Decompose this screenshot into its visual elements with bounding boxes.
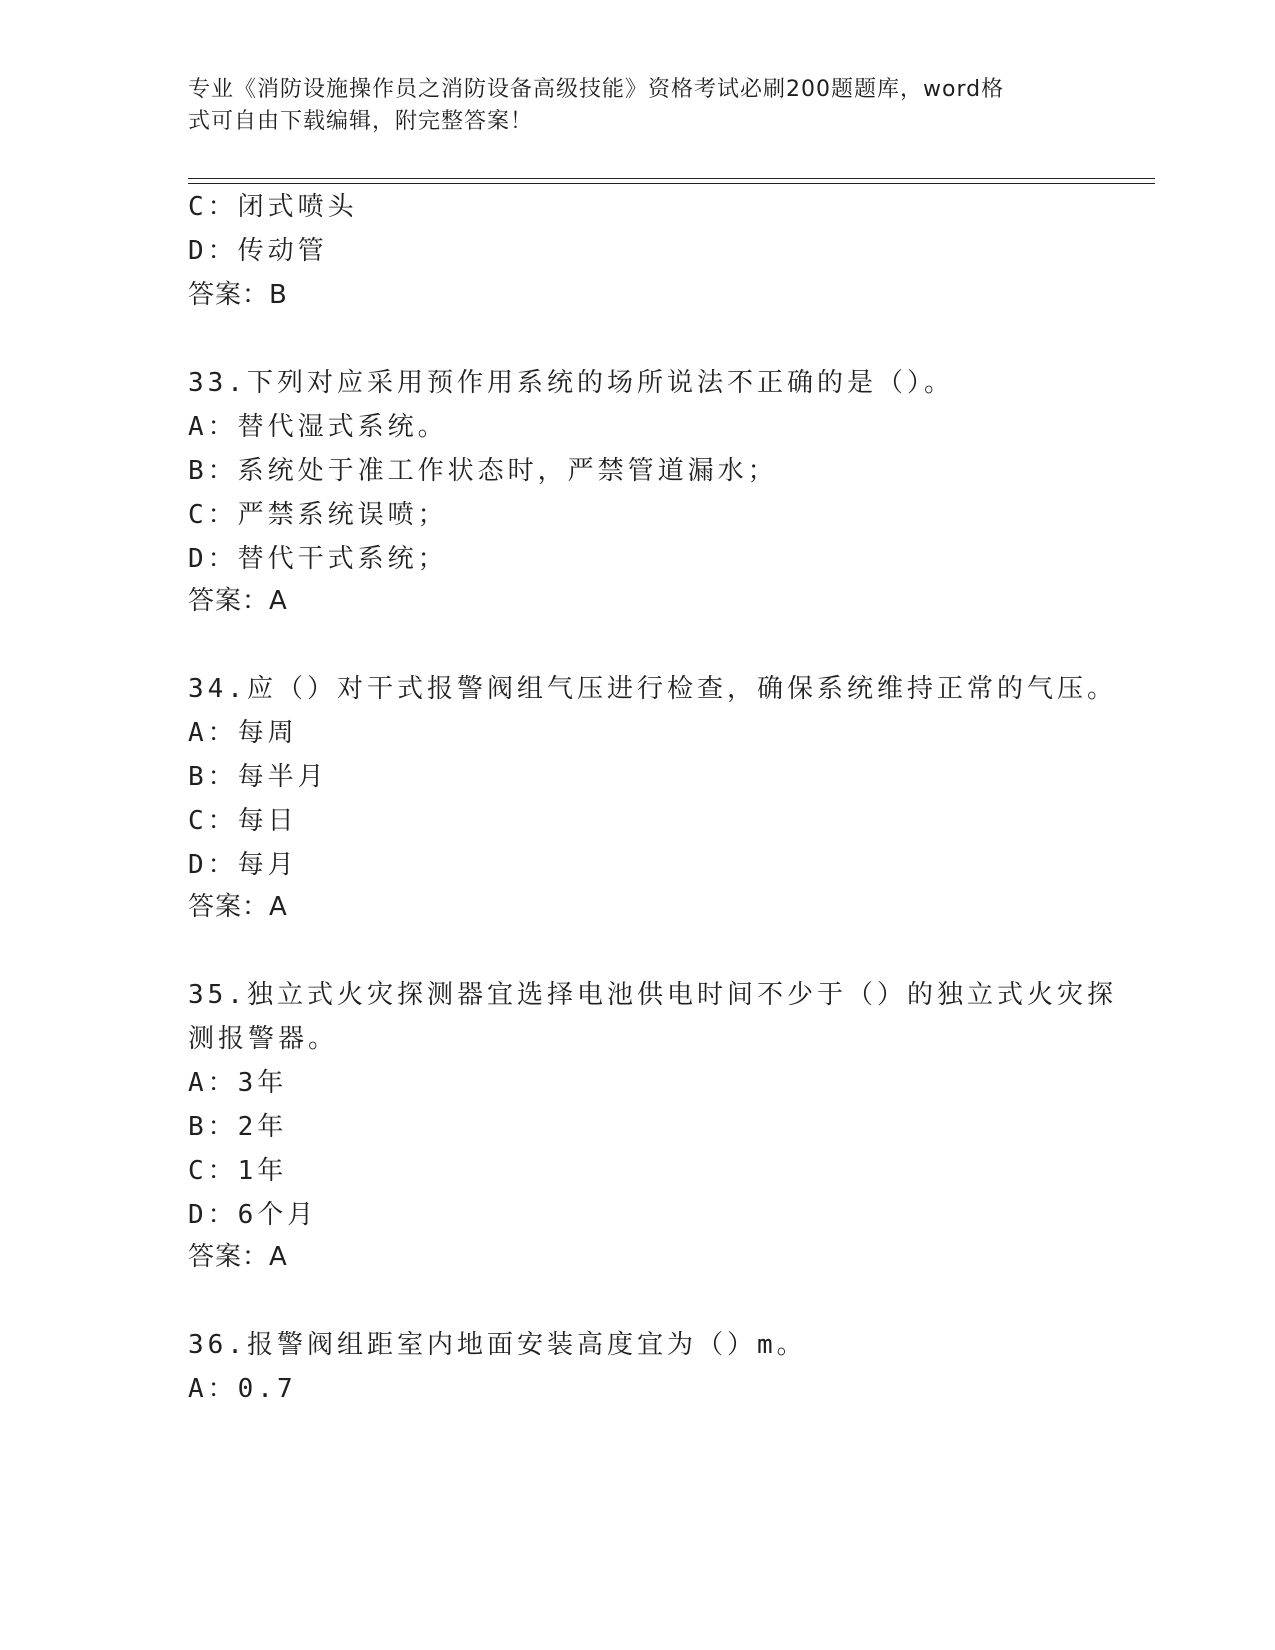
header-divider-bottom <box>188 183 1155 184</box>
option-line: B：2年 <box>188 1112 288 1142</box>
option-line: C：1年 <box>188 1156 288 1186</box>
question-line: 36.报警阀组距室内地面安装高度宜为（）m。 <box>188 1330 807 1360</box>
option-line: C：闭式喷头 <box>188 192 358 222</box>
question-line: 33.下列对应采用预作用系统的场所说法不正确的是（）。 <box>188 368 954 398</box>
option-line: D：每月 <box>188 850 298 880</box>
question-line: 34.应（）对干式报警阀组气压进行检查，确保系统维持正常的气压。 <box>188 674 1117 704</box>
option-line: A：每周 <box>188 718 298 748</box>
question-line: 35.独立式火灾探测器宜选择电池供电时间不少于（）的独立式火灾探 <box>188 980 1117 1010</box>
option-line: B：系统处于准工作状态时，严禁管道漏水； <box>188 456 778 486</box>
header-line-1: 专业《消防设施操作员之消防设备高级技能》资格考试必刷200题题库，word格 <box>188 77 1005 102</box>
option-line: B：每半月 <box>188 762 328 792</box>
header-line-2: 式可自由下载编辑，附完整答案！ <box>188 109 534 134</box>
option-line: A：0.7 <box>188 1374 297 1404</box>
option-line: A：3年 <box>188 1068 288 1098</box>
answer-line: 答案：B <box>188 280 288 310</box>
option-line: D：替代干式系统； <box>188 544 448 574</box>
option-line: C：每日 <box>188 806 298 836</box>
option-line: D：6个月 <box>188 1200 318 1230</box>
answer-line: 答案：A <box>188 586 288 616</box>
page-header <box>188 74 1068 138</box>
option-line: D：传动管 <box>188 236 328 266</box>
header-divider-top <box>188 178 1155 179</box>
option-line: C：严禁系统误喷； <box>188 500 448 530</box>
answer-line: 答案：A <box>188 892 288 922</box>
option-line: A：替代湿式系统。 <box>188 412 448 442</box>
question-line-continued: 测报警器。 <box>188 1024 339 1054</box>
answer-line: 答案：A <box>188 1242 288 1272</box>
